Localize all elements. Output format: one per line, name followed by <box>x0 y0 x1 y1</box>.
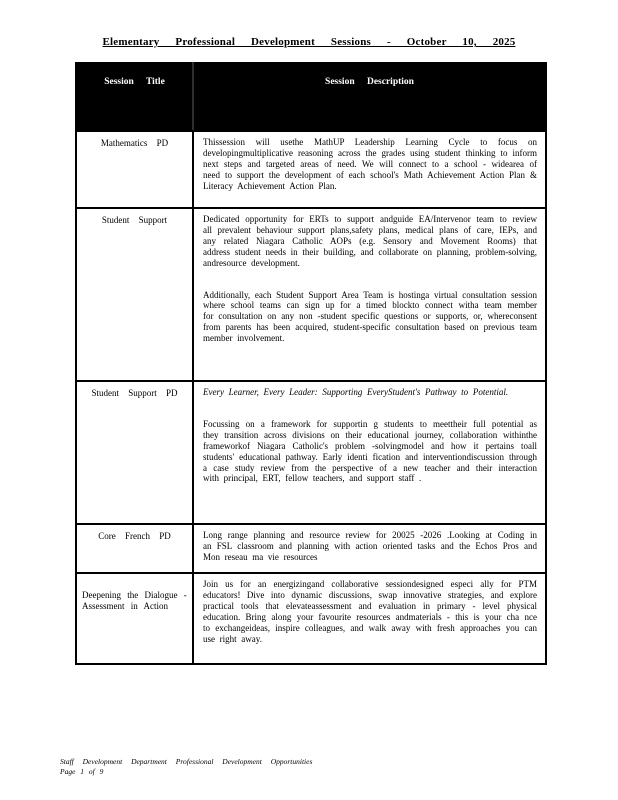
description-paragraph: Thissession will usethe MathUP Leadership Learning Cycle to focus on developingmultiplicative reasoning across the grades using student thinking to inform next steps and targeted areas of need. We will connect to a school - widearea of need to support the development of each school's Math Achievement Action Plan & Literacy Achievement Action Plan. <box>203 137 537 191</box>
table-header-row <box>76 63 546 131</box>
description-paragraph: Join us for an energizingand collaborative sessiondesigned especi ally for PTM educators! Dive into dynamic discussions, swap innovative strategies, and explore practical tools that elevateassessment and evaluation in primary - level physical education. Bring along your favourite resources andmaterials - this is your cha nce to exchangeideas, inspire colleagues, and walk away with fresh approaches you can use right away. <box>203 579 537 644</box>
table-row <box>76 131 546 208</box>
table-row <box>76 524 546 573</box>
session-title-cell: Core French PD <box>76 524 193 573</box>
session-title-cell: Deepening the Dialogue - Assessment in Action <box>76 573 193 664</box>
session-description-cell <box>193 208 546 381</box>
session-title-cell: Student Support PD <box>76 381 193 524</box>
page-footer <box>60 757 312 776</box>
column-header-session-title: Session Title <box>76 63 193 131</box>
description-paragraph-italic: Every Learner, Every Leader: Supporting EveryStudent's Pathway to Potential. <box>203 387 509 397</box>
session-description-cell <box>193 524 546 573</box>
description-paragraph: Additionally, each Student Support Area Team is hostinga virtual consultation session where school teams can sign up for a timed blockto connect witha team member for consultation on any non -student specific questions or supports, or, whereconsent from parents has been acquired, student-specific consultation based on previous team member involvement. <box>203 289 537 344</box>
column-header-session-description: Session Description <box>193 63 546 131</box>
session-title-cell: Mathematics PD <box>76 131 193 208</box>
table-row <box>76 208 546 381</box>
description-paragraph: Focussing on a framework for supportin g students to meettheir full potential as they transition across divisions on their educational journey, collaboration withinthe frameworkof Niagara Catholic's problem -solvingmodel and how it pertains toall students' educational pathway. Early identi fication and interventiondiscussion through a case study review from the perspective of a new teacher and their interaction with principal, ERT, fellow teachers, and support staff . <box>203 418 537 484</box>
session-description-cell <box>193 573 546 664</box>
session-description-cell <box>193 381 546 524</box>
footer-department-line: Staff Development Department Professional Development Opportunities <box>60 757 313 766</box>
sessions-table <box>75 62 547 665</box>
session-title-cell: Student Support <box>76 208 193 381</box>
footer-page-number: Page 1 of 9 <box>60 766 104 776</box>
session-description-cell <box>193 131 546 208</box>
page-title: Elementary Professional Development Sessions - October 10, 2025 <box>102 36 516 48</box>
description-paragraph: Long range planning and resource review for 20025 -2026 .Looking at Coding in an FSL classroom and planning with action oriented tasks and the Echos Pros and Mon reseau ma vie resources <box>203 530 537 562</box>
table-row <box>76 573 546 664</box>
table-row <box>76 381 546 524</box>
description-paragraph: Dedicated opportunity for ERTs to support andguide EA/Intervenor team to review all prevalent behaviour support plans,safety plans, medical plans of care, IEPs, and any related Niagara Catholic AOPs (e.g. Sensory and Movement Rooms) that address student needs in their building, and collaborate on planning, problem-solving, andresource development. <box>203 214 537 268</box>
